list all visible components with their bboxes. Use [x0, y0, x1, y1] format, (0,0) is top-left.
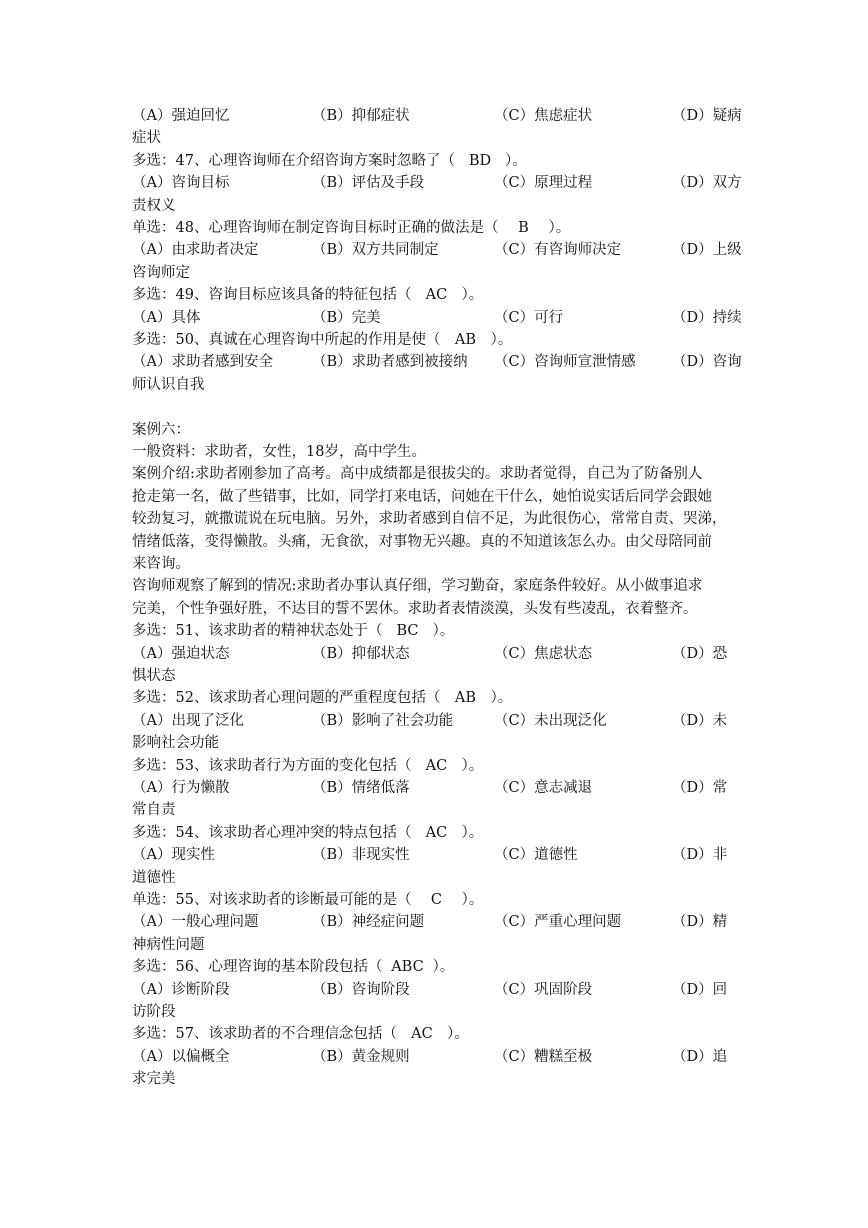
option-c: （C）道德性 [494, 847, 578, 863]
option-row [132, 239, 740, 261]
option-row [132, 643, 740, 665]
question-text: 单选：55、对该求助者的诊断最可能的是（ [132, 892, 412, 908]
text-line: 案例六： [132, 422, 190, 438]
text-line: 症状 [132, 130, 161, 146]
text-line: 求完美 [132, 1071, 176, 1087]
text-line: 案例介绍:求助者刚参加了高考。高中成绩都是很拔尖的。求助者觉得，自己为了防备别人 [132, 466, 703, 482]
option-d: （D）追 [672, 1049, 728, 1065]
option-c: （C）咨询师宣泄情感 [494, 354, 636, 370]
option-row [132, 105, 740, 127]
question-stem [132, 822, 483, 844]
option-row [132, 307, 740, 329]
question-end: ）。 [461, 825, 484, 841]
question-stem [132, 1023, 469, 1045]
option-b: （B）情绪低落 [312, 780, 410, 796]
option-c: （C）原理过程 [494, 175, 593, 191]
option-c: （C）巩固阶段 [494, 982, 593, 998]
text-line: 抢走第一名，做了些错事，比如，同学打来电话，问她在干什么，她怕说实话后同学会跟她 [132, 489, 712, 505]
option-b: （B）咨询阶段 [312, 982, 410, 998]
question-end: ）。 [446, 1026, 469, 1042]
option-b: （B）非现实性 [312, 847, 410, 863]
answer-key: C [430, 892, 442, 908]
question-end: ）。 [461, 892, 484, 908]
question-end: ）。 [432, 623, 455, 639]
option-d: （D）上级 [672, 242, 742, 258]
question-stem [132, 620, 454, 642]
answer-key: BC [396, 623, 419, 639]
question-end: ）。 [461, 287, 484, 303]
option-d: （D）未 [672, 713, 728, 729]
option-c: （C）可行 [494, 310, 564, 326]
option-c: （C）严重心理问题 [494, 914, 622, 930]
answer-key: AB [454, 332, 477, 348]
text-line: 咨询师定 [132, 265, 190, 281]
option-b: （B）完美 [312, 310, 381, 326]
option-row [132, 351, 740, 373]
option-d: （D）非 [672, 847, 728, 863]
question-stem [132, 217, 570, 239]
option-row [132, 710, 740, 732]
text-line: 神病性问题 [132, 937, 205, 953]
answer-key: AB [454, 690, 477, 706]
option-a: （A）一般心理问题 [132, 914, 259, 930]
question-text: 多选：53、该求助者行为方面的变化包括（ [132, 758, 412, 774]
option-a: （A）咨询目标 [132, 175, 230, 191]
answer-key: AC [425, 287, 448, 303]
option-row [132, 1046, 740, 1068]
question-text: 多选：56、心理咨询的基本阶段包括（ [132, 959, 383, 975]
text-line: 完美，个性争强好胜，不达目的誓不罢休。求助者表情淡漠，头发有些凌乱，衣着整齐。 [132, 601, 698, 617]
option-c: （C）未出现泛化 [494, 713, 607, 729]
answer-key: B [518, 220, 529, 236]
question-text: 多选：47、心理咨询师在介绍咨询方案时忽略了（ [132, 153, 455, 169]
question-end: ）。 [461, 758, 484, 774]
answer-key: ABC [391, 959, 424, 975]
option-c: （C）焦虑状态 [494, 646, 593, 662]
text-line: 师认识自我 [132, 377, 205, 393]
option-a: （A）强迫回忆 [132, 108, 230, 124]
option-b: （B）神经症问题 [312, 914, 425, 930]
option-a: （A）强迫状态 [132, 646, 230, 662]
question-end: ）。 [490, 332, 513, 348]
text-line: 一般资料：求助者，女性，18岁，高中学生。 [132, 444, 426, 460]
answer-key: AC [425, 825, 448, 841]
option-d: （D）常 [672, 780, 728, 796]
option-a: （A）现实性 [132, 847, 215, 863]
option-b: （B）抑郁状态 [312, 646, 410, 662]
text-line: 常自责 [132, 802, 176, 818]
text-line: 情绪低落，变得懒散。头痛，无食欲，对事物无兴趣。真的不知道该怎么办。由父母陪同前 [132, 534, 712, 550]
option-row [132, 911, 740, 933]
option-b: （B）影响了社会功能 [312, 713, 454, 729]
answer-key: AC [411, 1026, 433, 1042]
option-a: （A）具体 [132, 310, 201, 326]
option-d: （D）双方 [672, 175, 742, 191]
question-text: 多选：50、真诚在心理咨询中所起的作用是使（ [132, 332, 441, 348]
text-line: 来咨询。 [132, 556, 190, 572]
option-row [132, 844, 740, 866]
option-a: （A）由求助者决定 [132, 242, 259, 258]
question-end: ）。 [490, 690, 513, 706]
option-c: （C）意志减退 [494, 780, 593, 796]
text-line: 访阶段 [132, 1004, 176, 1020]
option-b: （B）双方共同制定 [312, 242, 439, 258]
question-text: 多选：52、该求助者心理问题的严重程度包括（ [132, 690, 441, 706]
question-text: 多选：51、该求助者的精神状态处于（ [132, 623, 383, 639]
option-a: （A）以偏概全 [132, 1049, 230, 1065]
text-line: 影响社会功能 [132, 735, 219, 751]
option-d: （D）疑病 [672, 108, 742, 124]
option-row [132, 979, 740, 1001]
option-c: （C）糟糕至极 [494, 1049, 593, 1065]
option-b: （B）评估及手段 [312, 175, 425, 191]
option-a: （A）诊断阶段 [132, 982, 230, 998]
option-b: （B）求助者感到被接纳 [312, 354, 468, 370]
text-line: 责权义 [132, 198, 176, 214]
question-text: 单选：48、心理咨询师在制定咨询目标时正确的做法是（ [132, 220, 499, 236]
option-d: （D）持续 [672, 310, 742, 326]
question-stem [132, 329, 512, 351]
question-stem [132, 150, 527, 172]
text-line: 惧状态 [132, 668, 176, 684]
answer-key: BD [468, 153, 492, 169]
question-stem [132, 284, 483, 306]
question-end: ）。 [504, 153, 527, 169]
text-line: 较劲复习，就撒谎说在玩电脑。另外，求助者感到自信不足，为此很伤心，常常自责、哭涕， [132, 511, 727, 527]
question-stem [132, 755, 483, 777]
option-row [132, 777, 740, 799]
question-stem [132, 889, 483, 911]
option-b: （B）黄金规则 [312, 1049, 410, 1065]
text-line: 道德性 [132, 870, 176, 886]
answer-key: AC [425, 758, 448, 774]
option-c: （C）焦虑症状 [494, 108, 593, 124]
question-text: 多选：57、该求助者的不合理信念包括（ [132, 1026, 397, 1042]
question-stem [132, 687, 512, 709]
option-d: （D）精 [672, 914, 728, 930]
option-d: （D）回 [672, 982, 728, 998]
option-row [132, 172, 740, 194]
option-a: （A）行为懒散 [132, 780, 230, 796]
option-b: （B）抑郁症状 [312, 108, 410, 124]
text-line: 咨询师观察了解到的情况:求助者办事认真仔细，学习勤奋，家庭条件较好。从小做事追求 [132, 578, 703, 594]
option-d: （D）恐 [672, 646, 728, 662]
question-end: ）。 [548, 220, 571, 236]
option-c: （C）有咨询师决定 [494, 242, 622, 258]
question-text: 多选：54、该求助者心理冲突的特点包括（ [132, 825, 412, 841]
option-d: （D）咨询 [672, 354, 742, 370]
question-end: ）。 [432, 959, 455, 975]
option-a: （A）出现了泛化 [132, 713, 244, 729]
question-text: 多选：49、咨询目标应该具备的特征包括（ [132, 287, 412, 303]
option-a: （A）求助者感到安全 [132, 354, 273, 370]
question-stem [132, 956, 454, 978]
